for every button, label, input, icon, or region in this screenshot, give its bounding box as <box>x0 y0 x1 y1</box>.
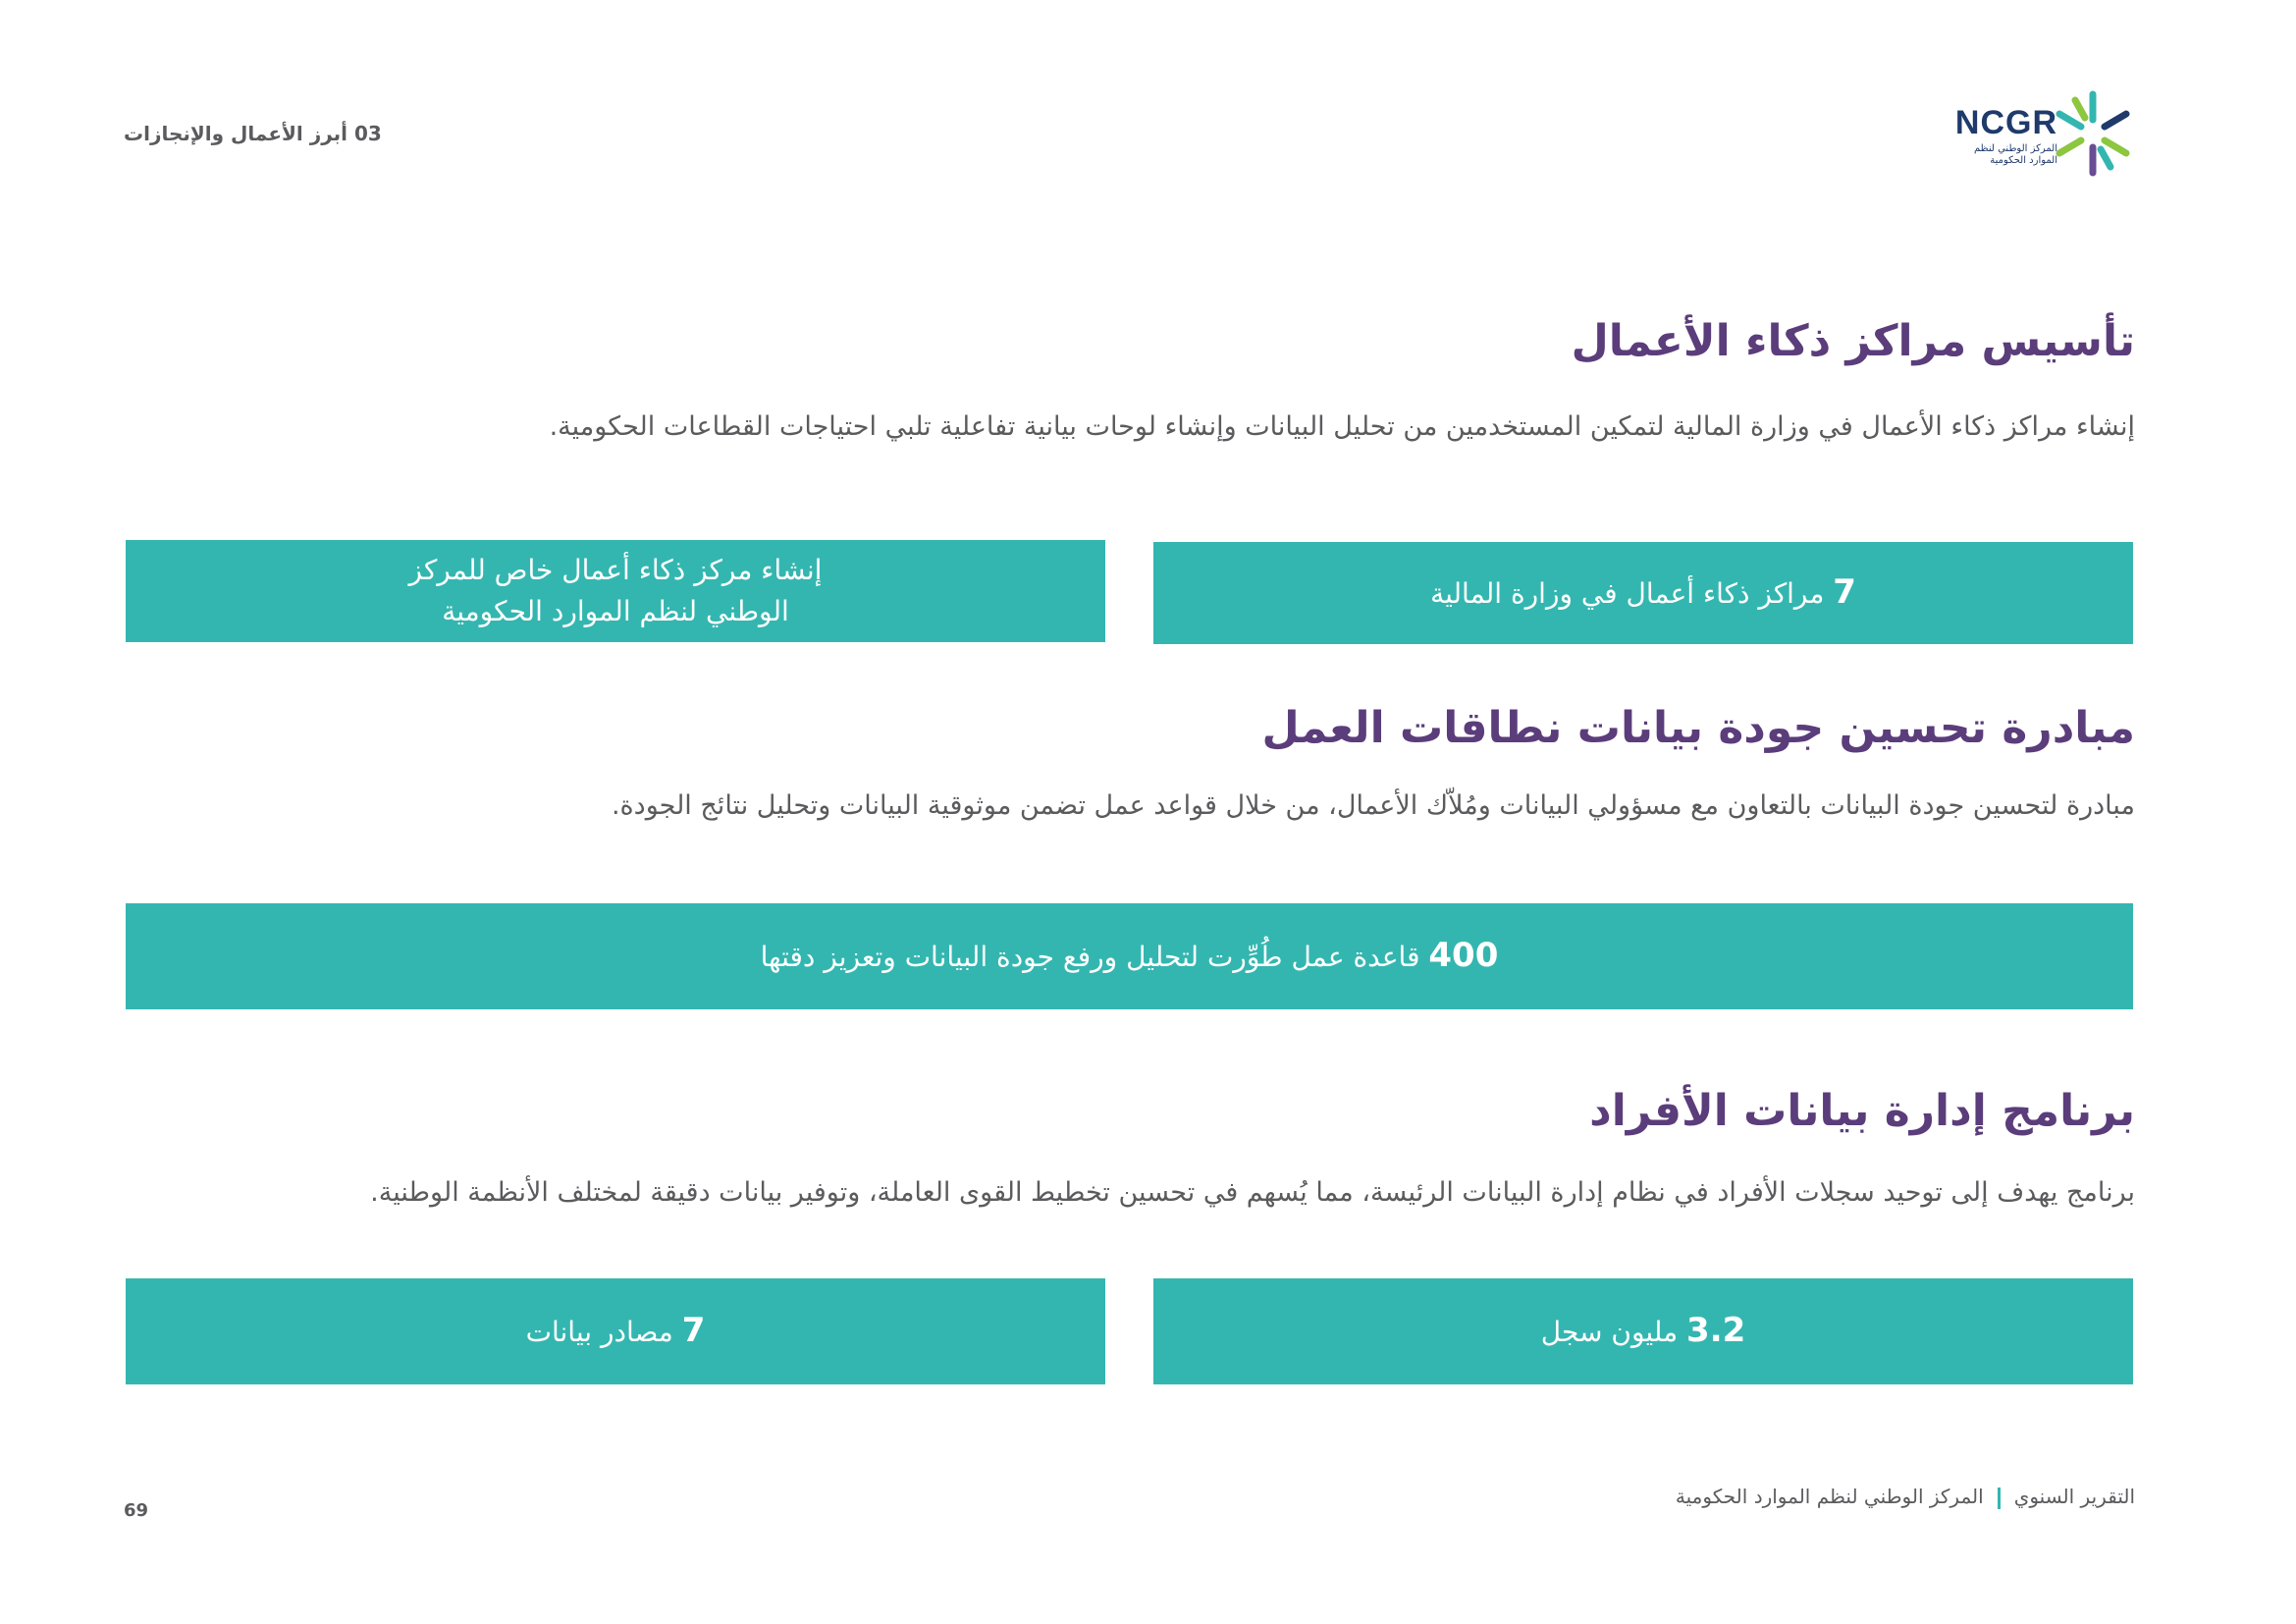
stat-box-records <box>1153 1278 2133 1384</box>
stat-number: 3.2 <box>1686 1311 1746 1350</box>
stat-box-ncgr-bi-center <box>126 540 1105 642</box>
stat-label: قاعدة عمل طُوِّرت لتحليل ورفع جودة البيانات وتعزيز دقتها <box>760 941 1420 973</box>
section-label: 03 أبرز الأعمال والإنجازات <box>124 122 382 145</box>
stat-box-business-rules <box>126 903 2133 1009</box>
logo-subtext: المركز الوطني لنظم الموارد الحكومية <box>1974 143 2057 166</box>
stat-label-line2: الوطني لنظم الموارد الحكومية <box>442 595 789 627</box>
section-title-bi-centers: تأسيس مراكز ذكاء الأعمال <box>1571 316 2135 366</box>
page-number: 69 <box>124 1500 149 1521</box>
stat-number: 7 <box>1833 572 1856 612</box>
stat-number: 7 <box>681 1311 706 1350</box>
section-title-individuals-data: برنامج إدارة بيانات الأفراد <box>1589 1086 2135 1136</box>
stat-label-line1: إنشاء مركز ذكاء أعمال خاص للمركز <box>408 554 823 586</box>
stat-label: مراكز ذكاء أعمال في وزارة المالية <box>1430 577 1825 610</box>
footer-divider <box>1998 1488 2001 1509</box>
section-description-individuals-data: برنامج يهدف إلى توحيد سجلات الأفراد في نظام إدارة البيانات الرئيسة، مما يُسهم في تحسين تخطيط القوى العاملة، وتوفير بيانات دقيقة لمختلف الأنظمة الوطنية. <box>370 1177 2135 1208</box>
section-description-data-quality: مبادرة لتحسين جودة البيانات بالتعاون مع مسؤولي البيانات ومُلاّك الأعمال، من خلال قواعد عمل تضمن موثوقية البيانات وتحليل نتائج الجودة. <box>611 790 2135 821</box>
section-title-data-quality: مبادرة تحسين جودة بيانات نطاقات العمل <box>1261 703 2135 753</box>
stat-label: مليون سجل <box>1540 1316 1679 1348</box>
stat-number: 400 <box>1428 936 1499 975</box>
logo-text: NCGR <box>1954 104 2057 141</box>
stat-box-data-sources <box>126 1278 1105 1384</box>
ncgr-logo-icon <box>2046 86 2140 181</box>
footer-org: المركز الوطني لنظم الموارد الحكومية <box>1675 1485 1984 1508</box>
footer-report: التقرير السنوي <box>2013 1485 2135 1508</box>
section-description-bi-centers: إنشاء مراكز ذكاء الأعمال في وزارة المالية لتمكين المستخدمين من تحليل البيانات وإنشاء لوحات بيانية تفاعلية تلبي احتياجات القطاعات الحكومية. <box>549 411 2135 442</box>
ncgr-logo <box>1953 86 2140 181</box>
stat-box-bi-centers-count <box>1153 542 2133 644</box>
stat-label: مصادر بيانات <box>525 1316 673 1348</box>
footer <box>1676 1485 2135 1509</box>
